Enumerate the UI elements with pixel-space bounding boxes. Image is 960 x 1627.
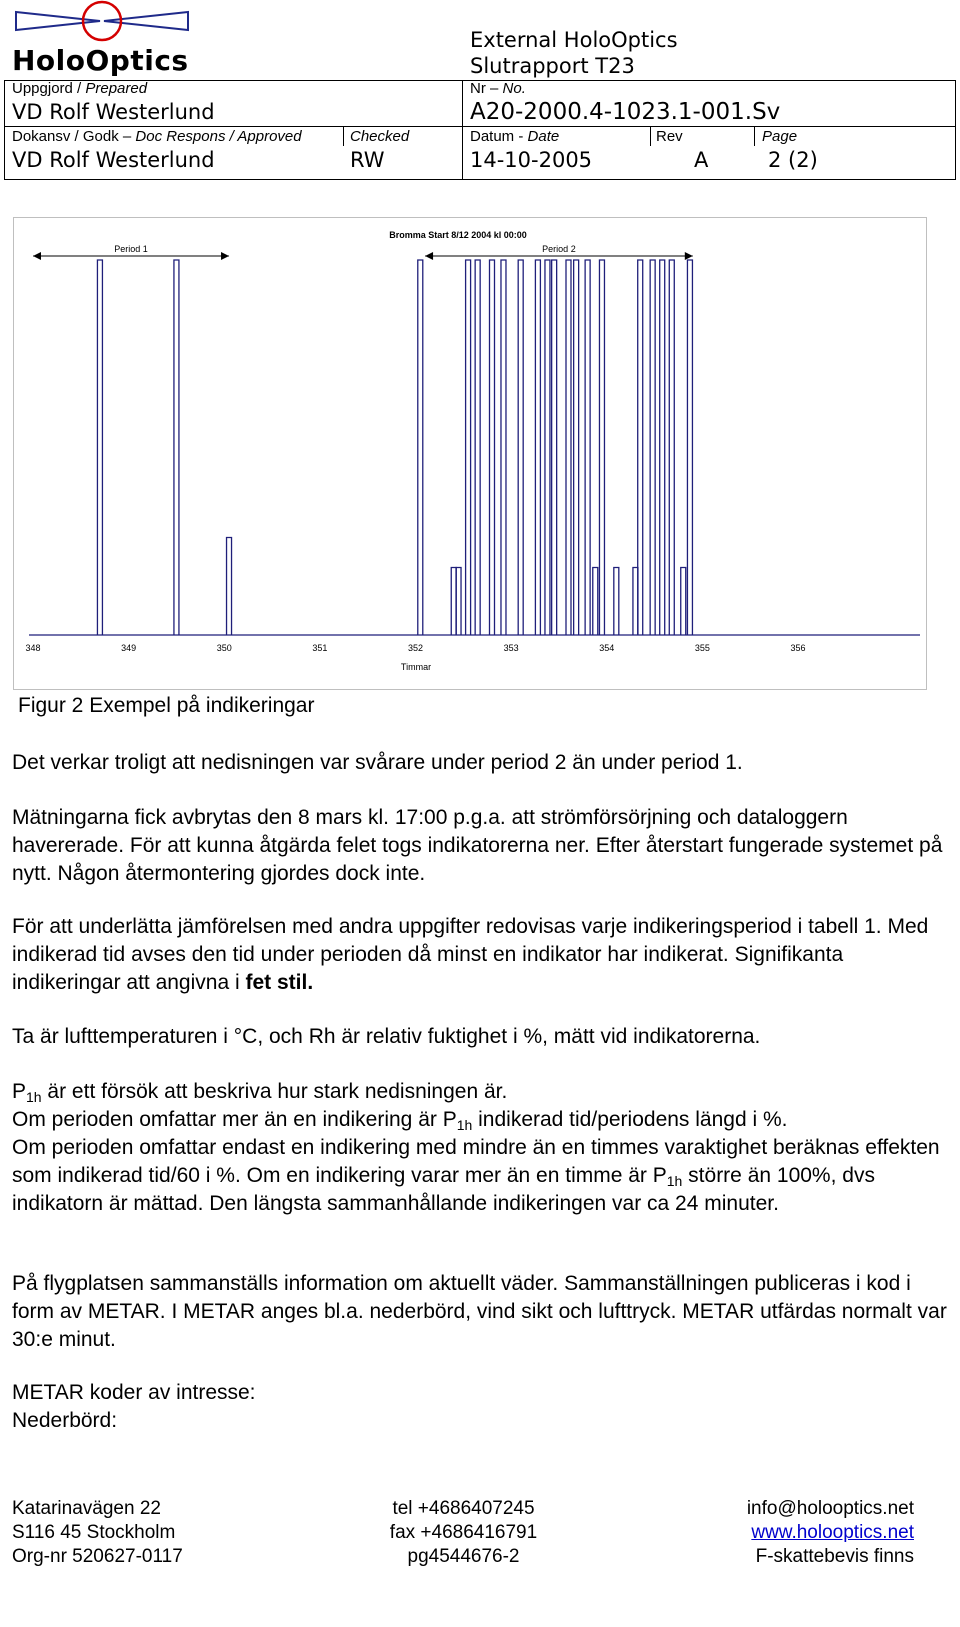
period-arrow-head — [33, 252, 41, 260]
indication-spike — [552, 260, 557, 635]
period-arrow-head — [685, 252, 693, 260]
footer-fax: fax +4686416791 — [389, 1522, 538, 1543]
prepared-value: VD Rolf Westerlund — [12, 100, 215, 124]
date-value: 14-10-2005 — [470, 148, 593, 172]
footer-pg: pg4544676-2 — [407, 1546, 520, 1567]
footer-tax: F-skattebevis finns — [755, 1546, 914, 1567]
x-tick-label: 348 — [25, 643, 41, 653]
indication-spike — [518, 260, 523, 635]
x-tick-label: 355 — [694, 643, 710, 653]
indication-spike — [418, 260, 423, 635]
rev-label: Rev — [656, 128, 683, 145]
indication-spike — [501, 260, 506, 635]
indication-spike — [660, 260, 665, 635]
indication-spike — [545, 260, 550, 635]
indication-spike — [687, 260, 692, 635]
indication-spike — [475, 260, 480, 635]
x-axis-label: Timmar — [400, 662, 432, 672]
page-value: 2 (2) — [768, 148, 818, 172]
period-label: Period 2 — [542, 244, 576, 254]
indication-spike — [535, 260, 540, 635]
paragraph-7 — [12, 1379, 952, 1435]
footer-tel: tel +4686407245 — [392, 1498, 535, 1519]
x-tick-label: 351 — [312, 643, 328, 653]
indication-spike — [574, 260, 579, 635]
paragraph-2 — [12, 804, 952, 888]
indication-spike — [490, 260, 495, 635]
indication-spike — [614, 568, 619, 636]
footer-email: info@holooptics.net — [746, 1498, 914, 1519]
paragraph-text: Det verkar troligt att nedisningen var svårare under period 2 än under period 1. — [12, 751, 743, 774]
x-tick-label: 353 — [503, 643, 519, 653]
paragraph-text: För att underlätta jämförelsen med andra uppgifter redovisas varje indikeringsperiod i tabell 1. Med indikerad tid avses den tid under perioden då minst en indikator har indikerat. Signifikanta indikeringar att angivna i — [12, 915, 929, 994]
paragraph-text: På flygplatsen sammanställs information om aktuellt väder. Sammanställningen publiceras i kod i form av METAR. I METAR anges bl.a. nederbörd, vind sikt och lufttryck. METAR utfärdas normalt var 30:e minut. — [12, 1272, 947, 1351]
indication-spike — [669, 260, 674, 635]
x-tick-label: 356 — [790, 643, 806, 653]
doc-number: A20-2000.4-1023.1-001.Sv — [470, 99, 781, 125]
footer-address — [12, 1497, 183, 1569]
indication-spike — [650, 260, 655, 635]
website-link[interactable]: www.holooptics.net — [751, 1522, 914, 1543]
x-tick-label: 350 — [216, 643, 232, 653]
indication-spike — [599, 260, 604, 635]
page-label: Page — [762, 128, 798, 145]
footer-contact — [386, 1497, 541, 1569]
period-arrow-head — [425, 252, 433, 260]
paragraph-3 — [12, 913, 952, 997]
paragraph-1 — [12, 749, 952, 777]
checked-label: Checked — [350, 128, 410, 145]
indication-spike — [593, 568, 598, 636]
paragraph-text: METAR koder av intresse: — [12, 1381, 256, 1404]
footer-orgnr: Org-nr 520627-0117 — [12, 1546, 183, 1567]
doc-title: Slutrapport T23 — [470, 54, 635, 78]
indication-spike — [566, 260, 571, 635]
footer-city: S116 45 Stockholm — [12, 1522, 176, 1543]
indication-spike — [97, 260, 102, 635]
chart-title: Bromma Start 8/12 2004 kl 00:00 — [389, 230, 527, 240]
period-label: Period 1 — [114, 244, 148, 254]
checked-value: RW — [350, 148, 385, 172]
brand-name: HoloOptics — [12, 44, 189, 77]
paragraph-text: Nederbörd: — [12, 1409, 118, 1432]
rev-value: A — [694, 148, 709, 172]
period-arrow-head — [221, 252, 229, 260]
x-tick-label: 354 — [599, 643, 615, 653]
paragraph-6 — [12, 1270, 952, 1354]
indication-spike — [585, 260, 590, 635]
indication-spike — [681, 568, 686, 636]
indication-chart — [0, 0, 960, 700]
bold-text: fet stil. — [245, 971, 314, 994]
approved-label: Dokansv / Godk – Doc Respons / Approved — [12, 128, 302, 145]
paragraph-4 — [12, 1023, 952, 1051]
footer-street: Katarinavägen 22 — [12, 1498, 161, 1519]
paragraph-text: Mätningarna fick avbrytas den 8 mars kl. 17:00 p.g.a. att strömförsörjning och dataloggern havererade. För att kunna åtgärda felet togs indikatorerna ner. Efter återstart fungerade systemet på nytt. Någon återmontering gjordes dock inte. — [12, 806, 943, 885]
indication-spike — [227, 538, 232, 636]
indication-spike — [174, 260, 179, 635]
paragraph-5: $P_{1h}$ är ett försök att beskriva hur stark nedisningen är. Om perioden omfattar mer än en indikering är $P_{1h}$ indikerad tid/periodens längd i %. Om perioden omfattar endast en indikering med mindre än en timmes varaktighet beräknas effekten som indikerad tid/60 i %. Om en indikering varar mer än en timme är $P_{1h}$ större än 100%, dvs indikatorn är mättad. Den längsta sammanhållande indikeringen var ca 24 minuter. — [12, 1080, 940, 1215]
figure-caption: Figur 2 Exempel på indikeringar — [18, 694, 315, 717]
date-label: Datum - Date — [470, 128, 560, 145]
paragraph-text: Ta är lufttemperaturen i °C, och Rh är relativ fuktighet i %, mätt vid indikatorerna. — [12, 1025, 761, 1048]
indication-spike — [466, 260, 471, 635]
x-tick-label: 349 — [121, 643, 137, 653]
no-label: Nr – No. — [470, 80, 526, 97]
approved-value: VD Rolf Westerlund — [12, 148, 215, 172]
doc-org: External HoloOptics — [470, 28, 678, 52]
prepared-label: Uppgjord / Prepared — [12, 80, 148, 97]
x-tick-label: 352 — [407, 643, 424, 653]
footer-web — [747, 1497, 914, 1569]
